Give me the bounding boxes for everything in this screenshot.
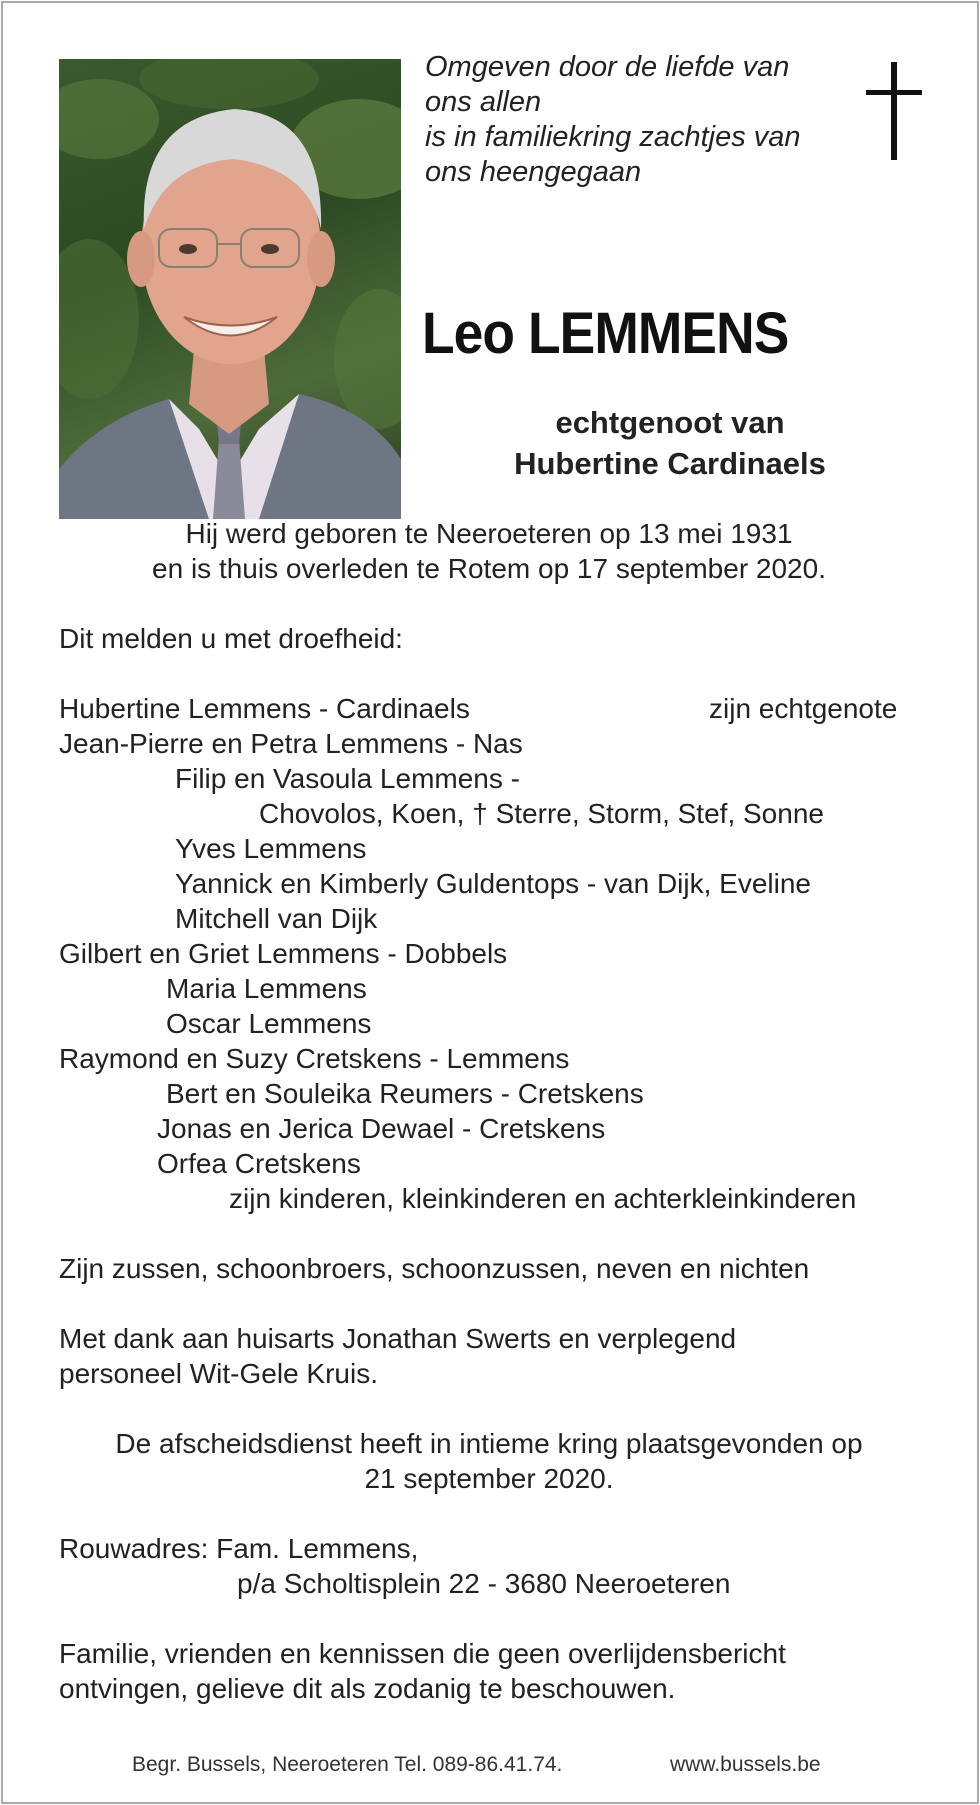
family-line: Jonas en Jerica Dewael - Cretskens: [157, 1113, 606, 1144]
spouse-relation: echtgenoot van: [555, 405, 785, 440]
family-line: Gilbert en Griet Lemmens - Dobbels: [59, 938, 508, 969]
family-line: Maria Lemmens: [166, 973, 367, 1004]
portrait-illustration: [59, 59, 401, 519]
motto-line: ons heengegaan: [425, 156, 642, 188]
family-line: Yves Lemmens: [175, 833, 367, 864]
family-line: Yannick en Kimberly Guldentops - van Dijk, Eveline: [175, 868, 812, 899]
family-line: Bert en Souleika Reumers - Cretskens: [166, 1078, 644, 1109]
portrait-photo: [59, 59, 401, 519]
announcement: Dit melden u met droefheid:: [59, 623, 403, 654]
family-line: Oscar Lemmens: [166, 1008, 372, 1039]
deceased-name: Leo LEMMENS: [422, 301, 789, 366]
siblings-line: Zijn zussen, schoonbroers, schoonzussen, neven en nichten: [59, 1253, 810, 1284]
family-line: Chovolos, Koen, † Sterre, Storm, Stef, Sonne: [259, 798, 824, 829]
address-label: Rouwadres: Fam. Lemmens,: [59, 1533, 419, 1564]
motto-line: is in familiekring zachtjes van: [425, 121, 801, 153]
undertaker-website[interactable]: www.bussels.be: [670, 1753, 821, 1776]
motto-line: ons allen: [425, 86, 542, 118]
family-children-role: zijn kinderen, kleinkinderen en achterkleinkinderen: [229, 1183, 857, 1214]
service-line: De afscheidsdienst heeft in intieme kring plaatsgevonden op: [115, 1428, 863, 1459]
thanks-line: Met dank aan huisarts Jonathan Swerts en verplegend: [59, 1323, 737, 1354]
cross-icon: [866, 62, 922, 160]
family-wife-role: zijn echtgenote: [709, 693, 898, 724]
birth-line: Hij werd geboren te Neeroeteren op 13 mei 1931: [185, 518, 793, 549]
family-line: Filip en Vasoula Lemmens -: [175, 763, 520, 794]
undertaker-info: Begr. Bussels, Neeroeteren Tel. 089-86.41.74.: [132, 1753, 563, 1776]
thanks-line: personeel Wit-Gele Kruis.: [59, 1358, 379, 1389]
notice-line: Familie, vrienden en kennissen die geen overlijdensbericht: [59, 1638, 786, 1669]
spouse-name: Hubertine Cardinaels: [514, 446, 826, 481]
service-date: 21 september 2020.: [364, 1463, 614, 1494]
family-line: Mitchell van Dijk: [175, 903, 378, 934]
motto-line: Omgeven door de liefde van: [425, 51, 790, 83]
family-wife: Hubertine Lemmens - Cardinaels: [59, 693, 470, 724]
motto: [425, 50, 801, 190]
death-line: en is thuis overleden te Rotem op 17 september 2020.: [152, 553, 826, 584]
family-line: Jean-Pierre en Petra Lemmens - Nas: [59, 728, 523, 759]
family-line: Orfea Cretskens: [157, 1148, 361, 1179]
address-street: p/a Scholtisplein 22 - 3680 Neeroeteren: [237, 1568, 731, 1599]
notice-line: ontvingen, gelieve dit als zodanig te beschouwen.: [59, 1673, 676, 1704]
family-line: Raymond en Suzy Cretskens - Lemmens: [59, 1043, 570, 1074]
